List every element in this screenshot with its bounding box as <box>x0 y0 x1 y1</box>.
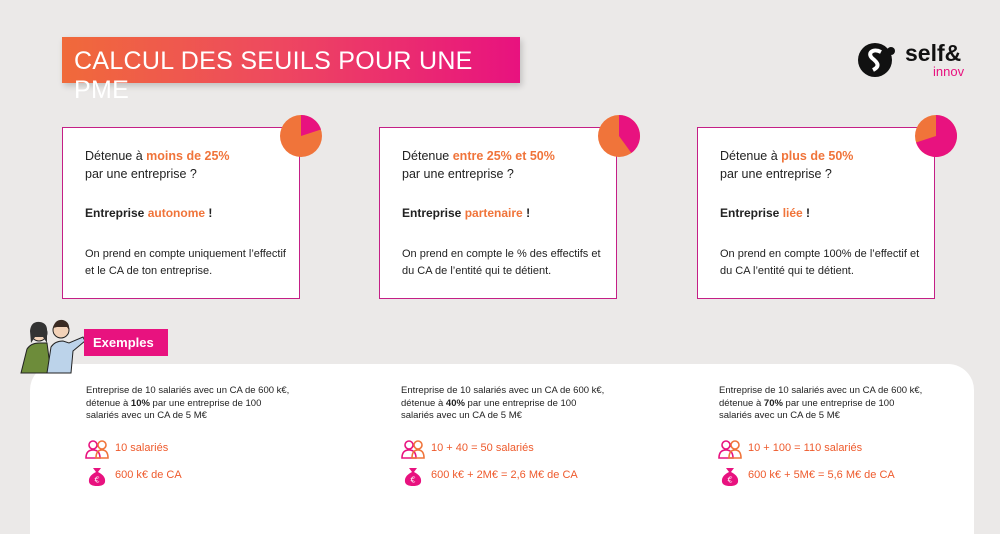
card-question: Détenue entre 25% et 50% par une entreprise ? <box>402 149 555 181</box>
example-card <box>719 385 959 423</box>
pie-chart-icon <box>597 114 641 158</box>
example-text: Entreprise de 10 salariés avec un CA de 600 k€, détenue à 70% par une entreprise de 100 salariés avec un CA de 5 M€ <box>719 385 923 421</box>
people-illustration-icon <box>17 315 87 375</box>
card-question: Détenue à plus de 50% par une entreprise ? <box>720 149 854 181</box>
card-verdict: Entreprise autonome ! <box>85 206 213 220</box>
logo-word: self& <box>905 40 962 66</box>
employees-icon <box>718 438 742 460</box>
money-bag-icon <box>85 465 109 487</box>
card-question: Détenue à moins de 25% par une entreprise ? <box>85 149 230 181</box>
pie-chart-icon <box>914 114 958 158</box>
page-title: CALCUL DES SEUILS POUR UNE PME <box>74 47 473 104</box>
title-banner <box>62 37 520 104</box>
logo-sub: innov <box>933 64 965 79</box>
card-description: On prend en compte 100% de l’effectif et du CA l’entité qui te détient. <box>720 248 920 277</box>
card-liee <box>697 127 935 299</box>
example-card <box>401 385 641 423</box>
examples-label: Exemples <box>84 329 168 356</box>
card-description: On prend en compte uniquement l’effectif et le CA de ton entreprise. <box>85 248 286 277</box>
money-bag-icon <box>718 465 742 487</box>
example-text: Entreprise de 10 salariés avec un CA de 600 k€, détenue à 10% par une entreprise de 100 salariés avec un CA de 5 M€ <box>86 385 290 421</box>
pie-chart-icon <box>279 114 323 158</box>
logo-mark-icon <box>855 40 901 80</box>
example-card <box>86 385 326 423</box>
card-verdict: Entreprise liée ! <box>720 206 811 220</box>
example-text: Entreprise de 10 salariés avec un CA de 600 k€, détenue à 40% par une entreprise de 100 salariés avec un CA de 5 M€ <box>401 385 605 421</box>
svg-text:€: € <box>727 475 733 485</box>
card-partenaire <box>379 127 617 299</box>
card-description: On prend en compte le % des effectifs et du CA de l’entité qui te détient. <box>402 248 601 277</box>
money-bag-icon <box>401 465 425 487</box>
employees-icon <box>401 438 425 460</box>
card-verdict: Entreprise partenaire ! <box>402 206 531 220</box>
svg-text:€: € <box>410 475 416 485</box>
svg-text:€: € <box>94 475 100 485</box>
card-autonome <box>62 127 300 299</box>
brand-logo <box>855 40 985 80</box>
employees-icon <box>85 438 109 460</box>
